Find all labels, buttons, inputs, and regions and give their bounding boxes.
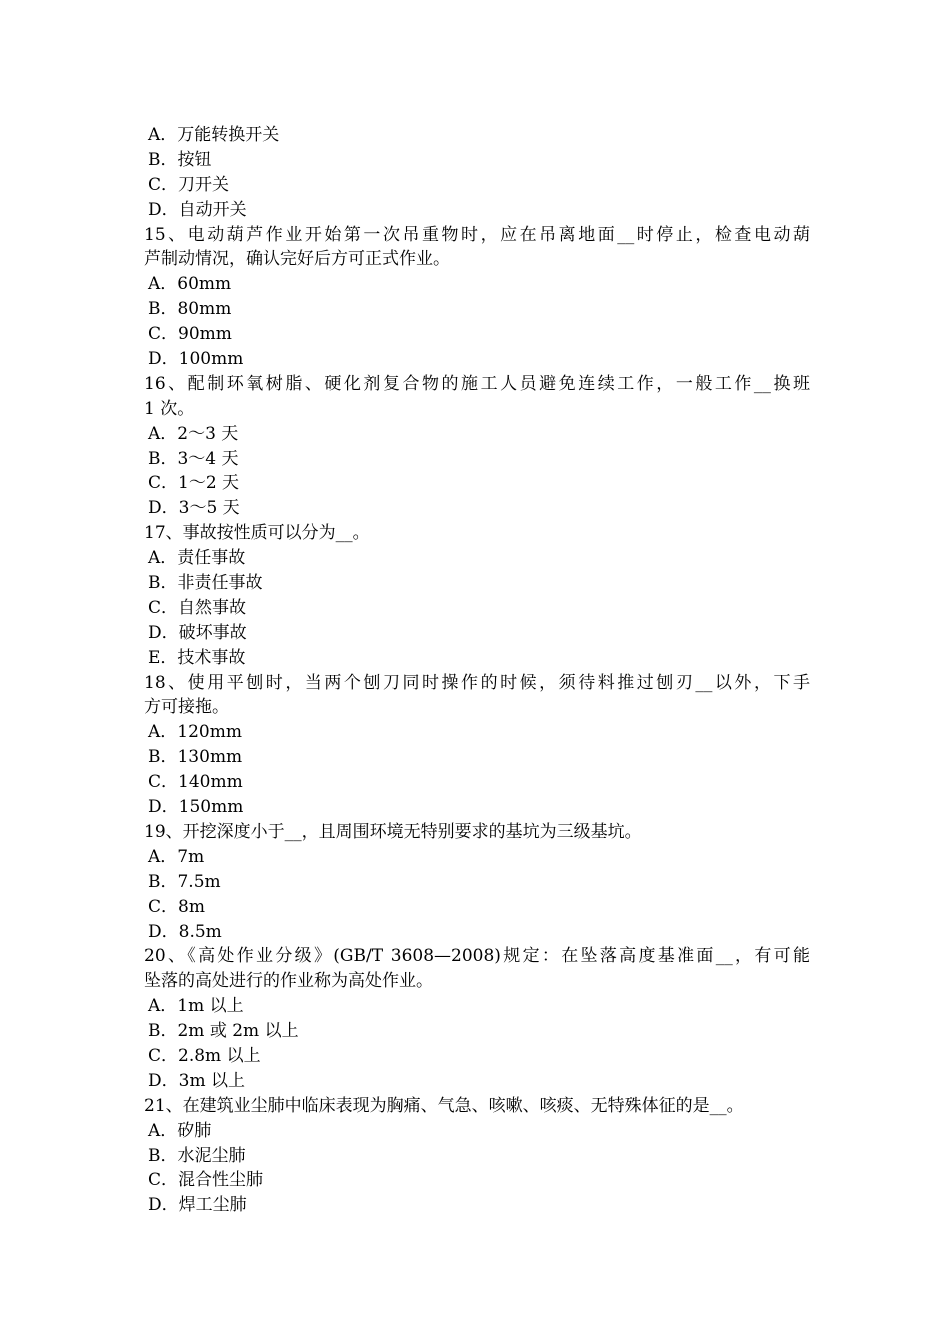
question-text: 18、使用平刨时，当两个刨刀同时操作的时候，须待料推过刨刃__以外，下手 xyxy=(144,672,810,693)
option-line: D．8.5m xyxy=(148,921,222,942)
option-line: A．1m 以上 xyxy=(148,996,244,1017)
option-line: B．7.5m xyxy=(148,871,221,892)
option-line: A．120mm xyxy=(148,722,242,743)
option-line: A．责任事故 xyxy=(148,548,246,569)
question-text: 芦制动情况，确认完好后方可正式作业。 xyxy=(144,249,450,270)
question-15 xyxy=(144,223,810,372)
option-line: C．刀开关 xyxy=(148,174,230,195)
option-line: E．技术事故 xyxy=(148,647,246,668)
option-line: B．2m 或 2m 以上 xyxy=(148,1021,299,1042)
question-text: 15、电动葫芦作业开始第一次吊重物时，应在吊离地面__时停止，检查电动葫 xyxy=(144,224,810,245)
option-line: B．非责任事故 xyxy=(148,573,263,594)
option-line: A．矽肺 xyxy=(148,1120,212,1141)
option-line: D．150mm xyxy=(148,797,244,818)
option-line: A．万能转换开关 xyxy=(148,125,280,145)
option-line: C．8m xyxy=(148,896,205,917)
question-19 xyxy=(144,820,810,944)
question-20 xyxy=(144,944,810,1093)
question-text: 16、配制环氧树脂、硬化剂复合物的施工人员避免连续工作，一般工作__换班 xyxy=(144,373,810,394)
question-16 xyxy=(144,372,810,521)
question-21 xyxy=(144,1094,810,1218)
option-line: D．焊工尘肺 xyxy=(148,1195,247,1216)
option-line: B．水泥尘肺 xyxy=(148,1145,246,1166)
option-line: B．80mm xyxy=(148,299,232,320)
question-text: 坠落的高处进行的作业称为高处作业。 xyxy=(144,971,433,992)
question-text: 1 次。 xyxy=(144,398,195,419)
document-page xyxy=(144,123,810,1218)
question-text: 方可接拖。 xyxy=(144,697,229,718)
option-line: C．2.8m 以上 xyxy=(148,1045,261,1066)
option-line: A．7m xyxy=(148,846,205,867)
option-line: D．自动开关 xyxy=(148,199,247,220)
option-line: D．3～5 天 xyxy=(148,498,240,519)
option-line: B．130mm xyxy=(148,747,243,768)
option-line: C．混合性尘肺 xyxy=(148,1170,264,1191)
question-text: 19、开挖深度小于__，且周围环境无特别要求的基坑为三级基坑。 xyxy=(144,821,642,842)
option-line: C．140mm xyxy=(148,772,243,793)
option-line: A．2～3 天 xyxy=(148,423,239,444)
option-line: D．破坏事故 xyxy=(148,622,247,643)
option-line: A．60mm xyxy=(148,274,232,295)
question-text: 21、在建筑业尘肺中临床表现为胸痛、气急、咳嗽、咳痰、无特殊体征的是__。 xyxy=(144,1095,744,1116)
option-line: D．3m 以上 xyxy=(148,1070,245,1091)
option-line: C．1～2 天 xyxy=(148,473,240,494)
question-text: 17、事故按性质可以分为__。 xyxy=(144,523,370,544)
option-line: D．100mm xyxy=(148,349,244,370)
option-line: C．自然事故 xyxy=(148,597,247,618)
option-line: B．按钮 xyxy=(148,149,212,170)
lead-options xyxy=(144,123,810,223)
option-line: B．3～4 天 xyxy=(148,448,239,469)
option-line: C．90mm xyxy=(148,324,232,345)
question-17 xyxy=(144,521,810,670)
question-text: 20、《高处作业分级》(GB/T 3608—2008)规定：在坠落高度基准面__，有可能 xyxy=(144,946,810,967)
question-18 xyxy=(144,671,810,820)
